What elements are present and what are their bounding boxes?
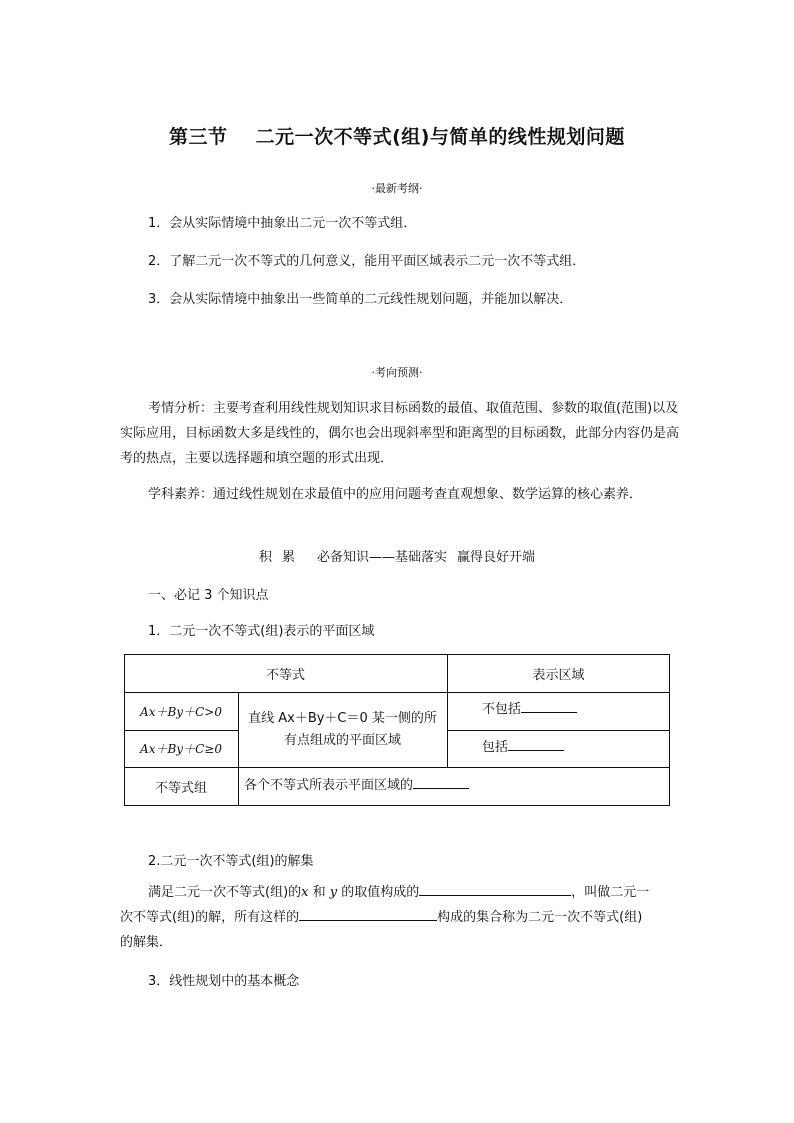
title-topic: 二元一次不等式(组)与简单的线性规划问题 — [255, 126, 625, 148]
forecast-analysis: 考情分析：主要考查利用线性规划知识求目标函数的最值、取值范围、参数的取值(范围)以及实际应用，目标函数大多是线性的，偶尔也会出现斜率型和距离型的目标函数，此部分内容仍是高考的热点，主要以选择题和填空题的形式出现． — [120, 401, 680, 466]
syllabus-item-1: 1．会从实际情境中抽象出二元一次不等式组． — [148, 216, 417, 231]
page-title — [0, 122, 794, 149]
answer-blank[interactable] — [419, 882, 571, 896]
not-include-blank: 不包括 — [482, 698, 577, 717]
point2-paragraph: 满足二元一次不等式(组)的x 和 y 的取值构成的 ，叫做二元一 次不等式(组)的解，所有这样的 构成的集合称为二元一次不等式(组) 的解集． — [120, 880, 680, 955]
syllabus-item-3: 3．会从实际情境中抽象出一些简单的二元线性规划问题，并能加以解决． — [148, 292, 573, 307]
header-inequality: 不等式 — [265, 667, 305, 683]
forecast-literacy: 学科素养：通过线性规划在求最值中的应用问题考查直观想象、数学运算的核心素养． — [148, 487, 643, 502]
point1-title: 1．二元一次不等式(组)表示的平面区域 — [148, 624, 375, 639]
forecast-heading: ·考向预测· — [371, 366, 423, 379]
answer-blank[interactable] — [508, 737, 564, 751]
system-description: 各个不等式所表示平面区域的 — [244, 774, 469, 793]
title-section-number: 第三节 — [169, 126, 228, 148]
accumulate-heading: 积 累 必备知识——基础落实 赢得良好开端 — [258, 550, 536, 565]
header-region: 表示区域 — [532, 667, 585, 683]
syllabus-item-2: 2．了解二元一次不等式的几何意义，能用平面区域表示二元一次不等式组． — [148, 254, 586, 269]
answer-blank[interactable] — [413, 775, 469, 789]
inequality-nonstrict: Ax＋By＋C≥0 — [140, 742, 222, 756]
syllabus-heading: ·最新考纲· — [371, 182, 423, 195]
region-table — [124, 654, 670, 806]
answer-blank[interactable] — [521, 699, 577, 713]
line-side-description: 直线 Ax＋By＋C＝0 某一侧的所 有点组成的平面区域 — [248, 710, 437, 748]
answer-blank[interactable] — [299, 907, 437, 921]
include-blank: 包括 — [482, 736, 564, 755]
point2-title: 2.二元一次不等式(组)的解集 — [148, 854, 314, 869]
section1-title: 一、必记 3 个知识点 — [148, 588, 269, 603]
system-label: 不等式组 — [154, 780, 207, 796]
point3-title: 3．线性规划中的基本概念 — [148, 974, 300, 989]
inequality-strict: Ax＋By＋C>0 — [140, 704, 222, 719]
